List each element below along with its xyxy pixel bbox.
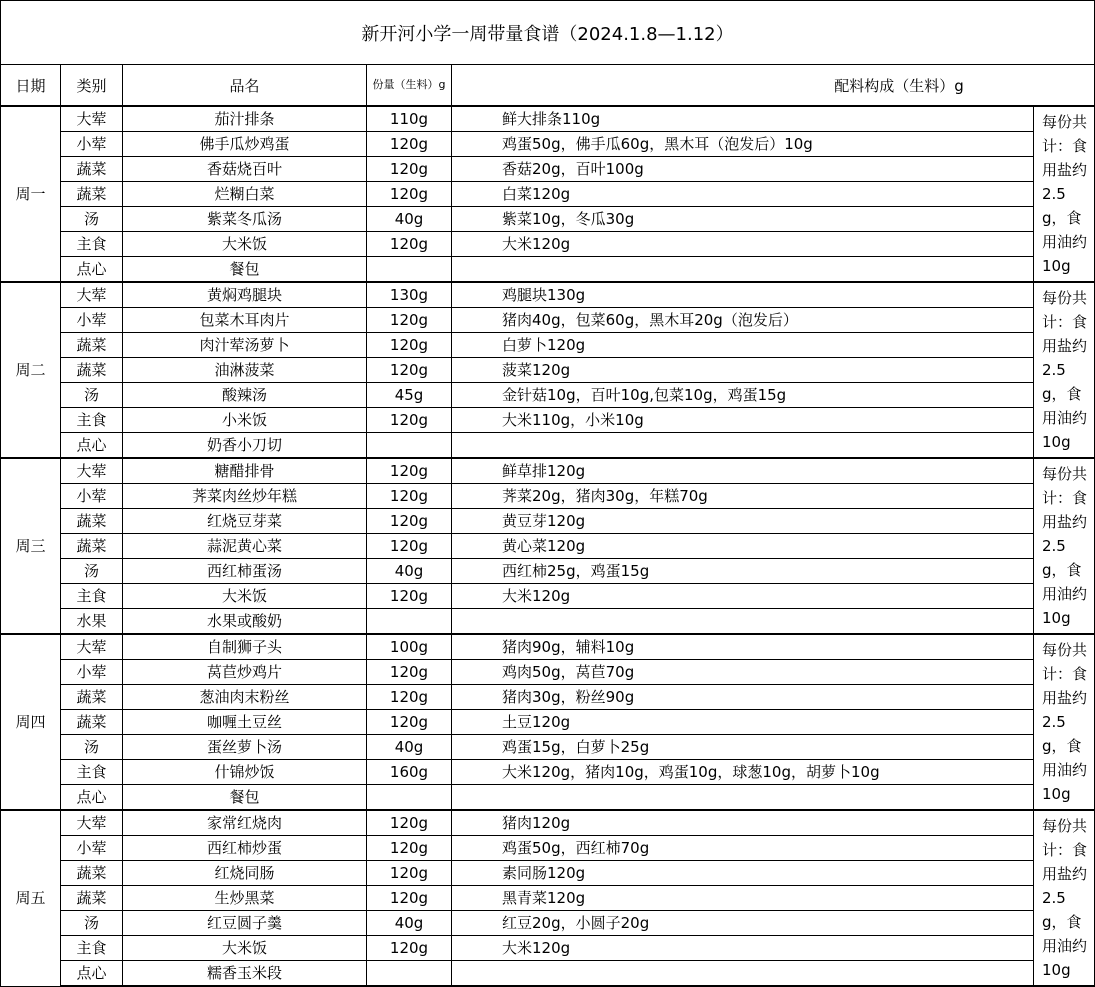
nutrition-note: 每份共计：食用盐约2.5g，食用油约10g: [1034, 634, 1095, 810]
category-cell: 主食: [61, 760, 123, 785]
dish-name-cell: 葱油肉末粉丝: [123, 685, 367, 710]
ingredients-cell: 土豆120g: [452, 710, 1034, 735]
nutrition-note: 每份共计：食用盐约2.5g，食用油约10g: [1034, 106, 1095, 282]
menu-row: [1, 760, 1095, 785]
portion-cell: [367, 433, 452, 459]
ingredients-cell: 黄豆芽120g: [452, 509, 1034, 534]
menu-row: [1, 207, 1095, 232]
portion-cell: 120g: [367, 333, 452, 358]
ingredients-cell: 猪肉30g，粉丝90g: [452, 685, 1034, 710]
menu-row: [1, 408, 1095, 433]
menu-row: [1, 911, 1095, 936]
page-title: 新开河小学一周带量食谱（2024.1.8—1.12）: [1, 1, 1095, 65]
ingredients-cell: 鸡腿块130g: [452, 282, 1034, 308]
menu-row: [1, 282, 1095, 308]
ingredients-cell: [452, 609, 1034, 635]
ingredients-cell: 猪肉120g: [452, 810, 1034, 836]
menu-row: [1, 433, 1095, 459]
menu-row: [1, 936, 1095, 961]
portion-cell: [367, 785, 452, 811]
portion-cell: 45g: [367, 383, 452, 408]
category-cell: 主食: [61, 408, 123, 433]
dish-name-cell: 油淋菠菜: [123, 358, 367, 383]
portion-cell: 120g: [367, 660, 452, 685]
dish-name-cell: 大米饭: [123, 936, 367, 961]
ingredients-cell: 荠菜20g，猪肉30g，年糕70g: [452, 484, 1034, 509]
portion-cell: 120g: [367, 936, 452, 961]
menu-row: [1, 609, 1095, 635]
nutrition-note: 每份共计：食用盐约2.5g，食用油约10g: [1034, 810, 1095, 986]
dish-name-cell: 西红柿炒蛋: [123, 836, 367, 861]
menu-row: [1, 232, 1095, 257]
portion-cell: 120g: [367, 861, 452, 886]
portion-cell: 120g: [367, 710, 452, 735]
header-category: 类别: [61, 65, 123, 107]
ingredients-cell: 菠菜120g: [452, 358, 1034, 383]
portion-cell: 120g: [367, 534, 452, 559]
category-cell: 汤: [61, 911, 123, 936]
dish-name-cell: 餐包: [123, 257, 367, 283]
menu-row: [1, 383, 1095, 408]
dish-name-cell: 烂糊白菜: [123, 182, 367, 207]
dish-name-cell: 生炒黑菜: [123, 886, 367, 911]
dish-name-cell: 餐包: [123, 785, 367, 811]
category-cell: 小荤: [61, 836, 123, 861]
portion-cell: [367, 257, 452, 283]
menu-row: [1, 509, 1095, 534]
nutrition-note: 每份共计：食用盐约2.5g，食用油约10g: [1034, 458, 1095, 634]
dish-name-cell: 家常红烧肉: [123, 810, 367, 836]
category-cell: 大荤: [61, 810, 123, 836]
menu-row: [1, 333, 1095, 358]
ingredients-cell: [452, 961, 1034, 987]
ingredients-cell: 黑青菜120g: [452, 886, 1034, 911]
dish-name-cell: 红烧豆芽菜: [123, 509, 367, 534]
menu-row: [1, 157, 1095, 182]
dish-name-cell: 包菜木耳肉片: [123, 308, 367, 333]
category-cell: 蔬菜: [61, 861, 123, 886]
category-cell: 蔬菜: [61, 358, 123, 383]
dish-name-cell: 大米饭: [123, 584, 367, 609]
ingredients-cell: 鸡蛋15g，白萝卜25g: [452, 735, 1034, 760]
ingredients-cell: [452, 433, 1034, 459]
category-cell: 主食: [61, 232, 123, 257]
portion-cell: 120g: [367, 132, 452, 157]
portion-cell: 120g: [367, 232, 452, 257]
portion-cell: 120g: [367, 685, 452, 710]
menu-row: [1, 961, 1095, 987]
menu-row: [1, 861, 1095, 886]
ingredients-cell: 大米120g: [452, 232, 1034, 257]
portion-cell: 120g: [367, 810, 452, 836]
header-ingredients: 配料构成（生料）g: [452, 65, 1095, 107]
menu-row: [1, 534, 1095, 559]
ingredients-cell: 猪肉40g，包菜60g，黑木耳20g（泡发后）: [452, 308, 1034, 333]
category-cell: 蔬菜: [61, 182, 123, 207]
ingredients-cell: 素同肠120g: [452, 861, 1034, 886]
menu-row: [1, 660, 1095, 685]
dish-name-cell: 莴苣炒鸡片: [123, 660, 367, 685]
menu-row: [1, 458, 1095, 484]
dish-name-cell: 水果或酸奶: [123, 609, 367, 635]
ingredients-cell: 鲜草排120g: [452, 458, 1034, 484]
dish-name-cell: 佛手瓜炒鸡蛋: [123, 132, 367, 157]
portion-cell: 160g: [367, 760, 452, 785]
day-label: 周四: [1, 634, 61, 810]
category-cell: 蔬菜: [61, 509, 123, 534]
dish-name-cell: 酸辣汤: [123, 383, 367, 408]
menu-row: [1, 257, 1095, 283]
category-cell: 主食: [61, 584, 123, 609]
portion-cell: 40g: [367, 735, 452, 760]
menu-row: [1, 785, 1095, 811]
portion-cell: 120g: [367, 458, 452, 484]
dish-name-cell: 咖喱土豆丝: [123, 710, 367, 735]
ingredients-cell: [452, 257, 1034, 283]
dish-name-cell: 蛋丝萝卜汤: [123, 735, 367, 760]
nutrition-note: 每份共计：食用盐约2.5g，食用油约10g: [1034, 282, 1095, 458]
category-cell: 蔬菜: [61, 157, 123, 182]
ingredients-cell: 大米120g: [452, 936, 1034, 961]
menu-row: [1, 132, 1095, 157]
menu-row: [1, 484, 1095, 509]
menu-row: [1, 182, 1095, 207]
category-cell: 点心: [61, 961, 123, 987]
dish-name-cell: 荠菜肉丝炒年糕: [123, 484, 367, 509]
ingredients-cell: 鲜大排条110g: [452, 106, 1034, 132]
category-cell: 点心: [61, 785, 123, 811]
dish-name-cell: 黄焖鸡腿块: [123, 282, 367, 308]
ingredients-cell: 西红柿25g，鸡蛋15g: [452, 559, 1034, 584]
dish-name-cell: 糖醋排骨: [123, 458, 367, 484]
dish-name-cell: 糯香玉米段: [123, 961, 367, 987]
ingredients-cell: 红豆20g，小圆子20g: [452, 911, 1034, 936]
dish-name-cell: 西红柿蛋汤: [123, 559, 367, 584]
dish-name-cell: 大米饭: [123, 232, 367, 257]
menu-row: [1, 308, 1095, 333]
ingredients-cell: 鸡肉50g，莴苣70g: [452, 660, 1034, 685]
portion-cell: 40g: [367, 911, 452, 936]
category-cell: 蔬菜: [61, 710, 123, 735]
category-cell: 大荤: [61, 282, 123, 308]
ingredients-cell: 鸡蛋50g，西红柿70g: [452, 836, 1034, 861]
menu-body: [1, 106, 1095, 986]
menu-row: [1, 836, 1095, 861]
portion-cell: 120g: [367, 584, 452, 609]
dish-name-cell: 什锦炒饭: [123, 760, 367, 785]
ingredients-cell: 白菜120g: [452, 182, 1034, 207]
ingredients-cell: 大米120g，猪肉10g，鸡蛋10g，球葱10g，胡萝卜10g: [452, 760, 1034, 785]
menu-row: [1, 634, 1095, 660]
portion-cell: [367, 961, 452, 987]
day-label: 周一: [1, 106, 61, 282]
category-cell: 汤: [61, 735, 123, 760]
header-dish: 品名: [123, 65, 367, 107]
dish-name-cell: 蒜泥黄心菜: [123, 534, 367, 559]
menu-row: [1, 710, 1095, 735]
day-label: 周三: [1, 458, 61, 634]
category-cell: 蔬菜: [61, 685, 123, 710]
category-cell: 主食: [61, 936, 123, 961]
dish-name-cell: 小米饭: [123, 408, 367, 433]
category-cell: 汤: [61, 383, 123, 408]
day-label: 周五: [1, 810, 61, 986]
portion-cell: 120g: [367, 157, 452, 182]
menu-row: [1, 584, 1095, 609]
menu-row: [1, 106, 1095, 132]
category-cell: 蔬菜: [61, 534, 123, 559]
dish-name-cell: 自制狮子头: [123, 634, 367, 660]
ingredients-cell: 大米120g: [452, 584, 1034, 609]
category-cell: 小荤: [61, 308, 123, 333]
category-cell: 小荤: [61, 660, 123, 685]
ingredients-cell: 紫菜10g，冬瓜30g: [452, 207, 1034, 232]
menu-row: [1, 559, 1095, 584]
menu-row: [1, 685, 1095, 710]
ingredients-cell: [452, 785, 1034, 811]
ingredients-cell: 鸡蛋50g，佛手瓜60g，黑木耳（泡发后）10g: [452, 132, 1034, 157]
portion-cell: 40g: [367, 207, 452, 232]
ingredients-cell: 白萝卜120g: [452, 333, 1034, 358]
dish-name-cell: 红豆圆子羹: [123, 911, 367, 936]
portion-cell: 100g: [367, 634, 452, 660]
day-label: 周二: [1, 282, 61, 458]
dish-name-cell: 紫菜冬瓜汤: [123, 207, 367, 232]
category-cell: 水果: [61, 609, 123, 635]
portion-cell: 120g: [367, 509, 452, 534]
ingredients-cell: 猪肉90g，辅料10g: [452, 634, 1034, 660]
portion-cell: 120g: [367, 408, 452, 433]
category-cell: 大荤: [61, 458, 123, 484]
category-cell: 蔬菜: [61, 333, 123, 358]
category-cell: 小荤: [61, 132, 123, 157]
dish-name-cell: 奶香小刀切: [123, 433, 367, 459]
portion-cell: 120g: [367, 182, 452, 207]
category-cell: 大荤: [61, 634, 123, 660]
category-cell: 小荤: [61, 484, 123, 509]
portion-cell: 120g: [367, 308, 452, 333]
dish-name-cell: 肉汁荤汤萝卜: [123, 333, 367, 358]
header-date: 日期: [1, 65, 61, 107]
header-portion: 份量（生料）g: [367, 65, 452, 107]
category-cell: 大荤: [61, 106, 123, 132]
ingredients-cell: 大米110g，小米10g: [452, 408, 1034, 433]
menu-row: [1, 886, 1095, 911]
portion-cell: 110g: [367, 106, 452, 132]
portion-cell: 120g: [367, 836, 452, 861]
ingredients-cell: 黄心菜120g: [452, 534, 1034, 559]
menu-row: [1, 810, 1095, 836]
category-cell: 蔬菜: [61, 886, 123, 911]
portion-cell: 120g: [367, 358, 452, 383]
dish-name-cell: 香菇烧百叶: [123, 157, 367, 182]
category-cell: 汤: [61, 559, 123, 584]
dish-name-cell: 红烧同肠: [123, 861, 367, 886]
ingredients-cell: 香菇20g，百叶100g: [452, 157, 1034, 182]
menu-row: [1, 358, 1095, 383]
category-cell: 点心: [61, 257, 123, 283]
portion-cell: 120g: [367, 484, 452, 509]
portion-cell: 40g: [367, 559, 452, 584]
menu-row: [1, 735, 1095, 760]
category-cell: 点心: [61, 433, 123, 459]
portion-cell: 130g: [367, 282, 452, 308]
dish-name-cell: 茄汁排条: [123, 106, 367, 132]
portion-cell: [367, 609, 452, 635]
ingredients-cell: 金针菇10g，百叶10g,包菜10g，鸡蛋15g: [452, 383, 1034, 408]
portion-cell: 120g: [367, 886, 452, 911]
category-cell: 汤: [61, 207, 123, 232]
